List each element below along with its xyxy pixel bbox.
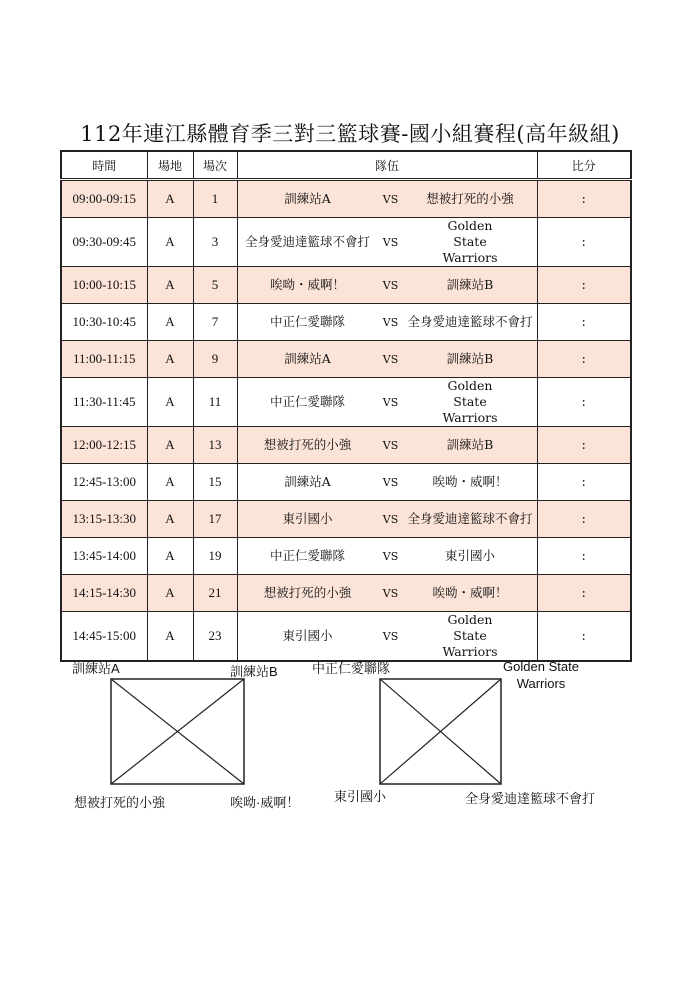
time-cell: 10:00-10:15 xyxy=(61,267,147,304)
team-2-name: Golden State Warriors xyxy=(442,612,498,659)
time-cell: 12:45-13:00 xyxy=(61,464,147,501)
header-teams: 隊伍 xyxy=(237,151,537,180)
matchup xyxy=(238,427,537,463)
team-2 xyxy=(404,378,537,426)
score-cell[interactable]: : xyxy=(537,538,631,575)
matchup xyxy=(238,181,537,217)
team-2 xyxy=(404,437,537,453)
table-row xyxy=(61,304,631,341)
match-number-cell: 21 xyxy=(193,575,237,612)
group-b-top-left: 中正仁愛聯隊 xyxy=(312,661,391,676)
venue-cell: A xyxy=(147,427,193,464)
header-venue: 場地 xyxy=(147,151,193,180)
match-number-cell: 11 xyxy=(193,378,237,427)
table-row xyxy=(61,612,631,662)
match-number-cell: 3 xyxy=(193,218,237,267)
time-cell: 11:00-11:15 xyxy=(61,341,147,378)
matchup xyxy=(238,612,537,660)
table-row xyxy=(61,501,631,538)
group-a-top-right: 訓練站B xyxy=(230,664,278,679)
matchup xyxy=(238,538,537,574)
group-a-top-left: 訓練站A xyxy=(72,661,120,676)
venue-cell: A xyxy=(147,501,193,538)
score-cell[interactable]: : xyxy=(537,378,631,427)
team-2 xyxy=(404,351,537,367)
group-b-top-right-line1: Golden State xyxy=(503,659,579,674)
matchup xyxy=(238,267,537,303)
team-1: 中正仁愛聯隊 xyxy=(269,394,345,409)
table-row xyxy=(61,267,631,304)
teams-cell xyxy=(237,267,537,304)
group-b-bottom-left: 東引國小 xyxy=(334,789,387,804)
matchup xyxy=(238,341,537,377)
matchup xyxy=(238,218,537,266)
team-2 xyxy=(404,612,537,660)
venue-cell: A xyxy=(147,378,193,427)
table-row xyxy=(61,378,631,427)
team-1: 想被打死的小強 xyxy=(263,585,352,600)
table-row xyxy=(61,464,631,501)
vs-label: VS xyxy=(382,315,399,329)
score-cell[interactable]: : xyxy=(537,267,631,304)
matchup xyxy=(238,501,537,537)
venue-cell: A xyxy=(147,538,193,575)
teams-cell xyxy=(237,575,537,612)
match-number-cell: 7 xyxy=(193,304,237,341)
score-cell[interactable]: : xyxy=(537,612,631,662)
teams-cell xyxy=(237,218,537,267)
matchup xyxy=(238,378,537,426)
match-number-cell: 17 xyxy=(193,501,237,538)
teams-cell xyxy=(237,501,537,538)
score-cell[interactable]: : xyxy=(537,304,631,341)
table-row xyxy=(61,180,631,218)
vs-label: VS xyxy=(382,235,399,249)
team-1: 東引國小 xyxy=(282,511,333,526)
venue-cell: A xyxy=(147,575,193,612)
header-time: 時間 xyxy=(61,151,147,180)
team-2-name: 東引國小 xyxy=(444,548,495,563)
team-2-name: 訓練站B xyxy=(446,277,494,292)
teams-cell xyxy=(237,304,537,341)
match-number-cell: 5 xyxy=(193,267,237,304)
team-1: 中正仁愛聯隊 xyxy=(269,314,345,329)
team-1: 訓練站A xyxy=(284,474,331,489)
teams-cell xyxy=(237,464,537,501)
match-number-cell: 13 xyxy=(193,427,237,464)
team-2-name: 訓練站B xyxy=(446,351,494,366)
team-1: 中正仁愛聯隊 xyxy=(269,548,345,563)
time-cell: 13:15-13:30 xyxy=(61,501,147,538)
time-cell: 10:30-10:45 xyxy=(61,304,147,341)
team-2-name: 唉呦・威啊！ xyxy=(432,585,508,600)
header-row xyxy=(61,151,631,180)
time-cell: 09:30-09:45 xyxy=(61,218,147,267)
match-number-cell: 9 xyxy=(193,341,237,378)
group-a-bottom-right: 唉呦·威啊！ xyxy=(230,795,300,810)
team-2 xyxy=(404,474,537,490)
matchup xyxy=(238,575,537,611)
vs-label: VS xyxy=(382,352,399,366)
score-cell[interactable]: : xyxy=(537,180,631,218)
vs-label: VS xyxy=(382,475,399,489)
table-row xyxy=(61,538,631,575)
vs-label: VS xyxy=(382,395,399,409)
team-1: 東引國小 xyxy=(282,628,333,643)
time-cell: 11:30-11:45 xyxy=(61,378,147,427)
match-number-cell: 23 xyxy=(193,612,237,662)
venue-cell: A xyxy=(147,218,193,267)
vs-label: VS xyxy=(382,192,399,206)
page-title: 112年連江縣體育季三對三籃球賽-國小組賽程(高年級組) xyxy=(80,122,620,146)
team-1: 訓練站A xyxy=(284,191,331,206)
teams-cell xyxy=(237,612,537,662)
group-a-bracket xyxy=(110,678,246,786)
score-cell[interactable]: : xyxy=(537,218,631,267)
venue-cell: A xyxy=(147,612,193,662)
team-1: 唉呦・威啊！ xyxy=(269,277,345,292)
team-2 xyxy=(404,218,537,266)
time-cell: 13:45-14:00 xyxy=(61,538,147,575)
venue-cell: A xyxy=(147,341,193,378)
table-row xyxy=(61,218,631,267)
matchup xyxy=(238,304,537,340)
team-2 xyxy=(404,277,537,293)
team-2-name: 全身愛迪達籃球不會打 xyxy=(407,314,533,329)
venue-cell: A xyxy=(147,304,193,341)
vs-label: VS xyxy=(382,278,399,292)
team-1: 訓練站A xyxy=(284,351,331,366)
score-cell[interactable]: : xyxy=(537,501,631,538)
time-cell: 09:00-09:15 xyxy=(61,180,147,218)
teams-cell xyxy=(237,427,537,464)
table-row xyxy=(61,427,631,464)
time-cell: 14:45-15:00 xyxy=(61,612,147,662)
team-1: 全身愛迪達籃球不會打 xyxy=(244,234,370,249)
team-2-name: Golden State Warriors xyxy=(442,218,498,265)
team-2-name: 唉呦・威啊！ xyxy=(432,474,508,489)
score-cell[interactable]: : xyxy=(537,575,631,612)
match-number-cell: 19 xyxy=(193,538,237,575)
group-a-bottom-left: 想被打死的小強 xyxy=(74,795,166,810)
vs-label: VS xyxy=(382,549,399,563)
team-2 xyxy=(404,585,537,601)
teams-cell xyxy=(237,538,537,575)
group-b-bottom-right: 全身愛迪達籃球不會打 xyxy=(465,791,596,806)
schedule-table xyxy=(60,150,632,662)
venue-cell: A xyxy=(147,180,193,218)
teams-cell xyxy=(237,378,537,427)
time-cell: 14:15-14:30 xyxy=(61,575,147,612)
team-1: 想被打死的小強 xyxy=(263,437,352,452)
table-row xyxy=(61,575,631,612)
team-2 xyxy=(404,548,537,564)
match-number-cell: 15 xyxy=(193,464,237,501)
score-cell[interactable]: : xyxy=(537,427,631,464)
vs-label: VS xyxy=(382,438,399,452)
score-cell[interactable]: : xyxy=(537,464,631,501)
vs-label: VS xyxy=(382,586,399,600)
time-cell: 12:00-12:15 xyxy=(61,427,147,464)
header-match: 場次 xyxy=(193,151,237,180)
match-number-cell: 1 xyxy=(193,180,237,218)
group-b-top-right-line2: Warriors xyxy=(516,676,566,691)
team-2-name: 全身愛迪達籃球不會打 xyxy=(407,511,533,526)
team-2 xyxy=(404,511,537,527)
team-2 xyxy=(404,191,537,207)
teams-cell xyxy=(237,180,537,218)
venue-cell: A xyxy=(147,267,193,304)
team-2-name: 想被打死的小強 xyxy=(426,191,514,206)
vs-label: VS xyxy=(382,512,399,526)
venue-cell: A xyxy=(147,464,193,501)
group-b-top-right xyxy=(498,658,584,692)
table-row xyxy=(61,341,631,378)
group-b-bracket xyxy=(379,678,503,786)
team-2 xyxy=(404,314,537,330)
team-2-name: 訓練站B xyxy=(446,437,494,452)
vs-label: VS xyxy=(382,629,399,643)
header-score: 比分 xyxy=(537,151,631,180)
matchup xyxy=(238,464,537,500)
score-cell[interactable]: : xyxy=(537,341,631,378)
team-2-name: Golden State Warriors xyxy=(442,378,498,425)
teams-cell xyxy=(237,341,537,378)
